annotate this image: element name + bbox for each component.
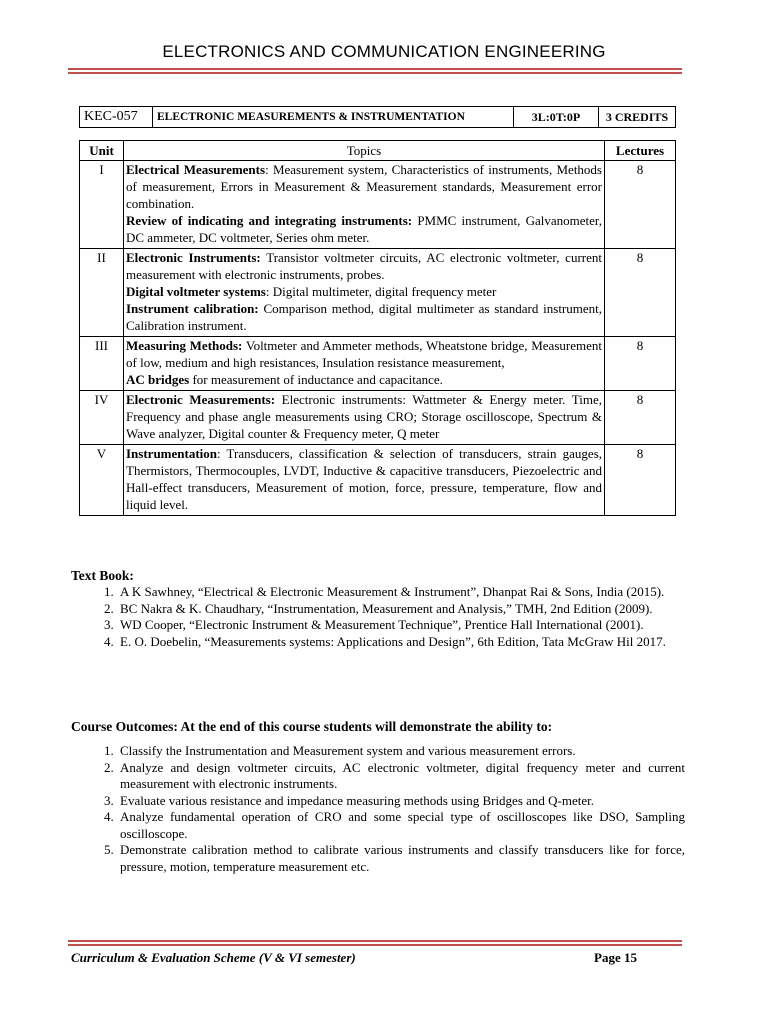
topic-text: Electronic instruments: Wattmeter & Energy meter. Time, Frequency and phase angle measurements using CRO; Storage oscilloscope, Spectrum & Wave analyzer, Digital counter & Frequency meter, Q meter: [126, 392, 603, 441]
topic-paragraph: [126, 371, 602, 388]
outcome-item: 1. Classify the Instrumentation and Measurement system and various measurement errors.: [117, 743, 685, 760]
topic-heading: Electronic Measurements:: [126, 392, 276, 407]
topic-heading: Digital voltmeter systems: [126, 284, 266, 299]
unit-topics: [124, 445, 605, 516]
outcome-item: 2. Analyze and design voltmeter circuits, AC electronic voltmeter, digital frequency meter and current measurement with electronic instruments.: [117, 760, 685, 793]
lecture-count: 8: [605, 445, 676, 516]
lecture-count: 8: [605, 337, 676, 391]
textbook-item: 2. BC Nakra & K. Chaudhary, “Instrumentation, Measurement and Analysis,” TMH, 2nd Edition (2009).: [117, 601, 685, 618]
footer-page-number: Page 15: [594, 950, 637, 965]
topic-paragraph: [126, 283, 602, 300]
topic-paragraph: [126, 249, 602, 283]
topic-heading: Measuring Methods:: [126, 338, 243, 353]
syllabus-row: [80, 445, 676, 516]
topic-text: PMMC instrument, Galvanometer, DC ammeter, DC voltmeter, Series ohm meter.: [126, 213, 602, 245]
footer-rule-bottom: [68, 944, 682, 946]
footer-scheme-label: Curriculum & Evaluation Scheme (V & VI semester): [71, 950, 356, 965]
syllabus-row: [80, 161, 676, 249]
topic-heading: Instrument calibration:: [126, 301, 259, 316]
unit-topics: [124, 391, 605, 445]
course-outcomes-list: [71, 743, 685, 875]
topics-column-header: Topics: [124, 141, 605, 161]
textbook-item: 3. WD Cooper, “Electronic Instrument & Measurement Technique”, Prentice Hall International (2001).: [117, 617, 685, 634]
syllabus-header-row: [80, 141, 676, 161]
topic-text: for measurement of inductance and capacitance.: [189, 372, 443, 387]
course-code: KEC-057: [80, 107, 153, 128]
syllabus-body: [80, 161, 676, 516]
page-header-title: ELECTRONICS AND COMMUNICATION ENGINEERING: [162, 42, 606, 61]
outcome-item: 4. Analyze fundamental operation of CRO and some special type of oscilloscopes like DSO, Sampling oscilloscope.: [117, 809, 685, 842]
topic-text: : Measurement system, Characteristics of instruments, Methods of measurement, Errors in Measurement & Measurement standards, Measurement error combination.: [126, 162, 602, 211]
header-rule-bottom: [68, 72, 682, 74]
syllabus-row: [80, 391, 676, 445]
topic-text: Voltmeter and Ammeter methods, Wheatstone bridge, Measurement of low, medium and high resistances, Insulation resistance measurement,: [126, 338, 602, 370]
syllabus-row: [80, 249, 676, 337]
header-rule-top: [68, 68, 682, 70]
course-info-table: [79, 106, 676, 128]
unit-number: III: [80, 337, 124, 391]
topic-heading: Electrical Measurements: [126, 162, 266, 177]
lecture-count: 8: [605, 391, 676, 445]
unit-number: I: [80, 161, 124, 249]
textbook-item: 4. E. O. Doebelin, “Measurements systems: Applications and Design”, 6th Edition, Tata McGraw Hil 2017.: [117, 634, 685, 651]
topic-text: Transistor voltmeter circuits, AC electronic voltmeter, current measurement with electronic instruments, probes.: [126, 250, 602, 282]
topic-paragraph: [126, 337, 602, 371]
unit-column-header: Unit: [80, 141, 124, 161]
topic-paragraph: [126, 445, 602, 513]
course-info-row: [80, 107, 676, 128]
topic-paragraph: [126, 212, 602, 246]
lectures-column-header: Lectures: [605, 141, 676, 161]
course-ltp: 3L:0T:0P: [514, 107, 599, 128]
syllabus-row: [80, 337, 676, 391]
course-outcomes-heading: Course Outcomes: At the end of this course students will demonstrate the ability to:: [71, 719, 553, 734]
unit-topics: [124, 161, 605, 249]
textbook-list: [71, 584, 685, 650]
textbook-heading: Text Book:: [71, 568, 134, 583]
topic-heading: Electronic Instruments:: [126, 250, 261, 265]
topic-heading: AC bridges: [126, 372, 190, 387]
lecture-count: 8: [605, 161, 676, 249]
topic-text: : Transducers, classification & selection of transducers, strain gauges, Thermistors, Thermocouples, LVDT, Inductive & capacitive transducers, Piezoelectric and Hall-effect transducers, Measurement of motion, force, pressure, temperature, flow and liquid level.: [126, 446, 602, 512]
topic-heading: Instrumentation: [126, 446, 218, 461]
topic-text: : Digital multimeter, digital frequency meter: [265, 284, 497, 299]
unit-number: IV: [80, 391, 124, 445]
syllabus-table: [79, 140, 676, 516]
topic-paragraph: [126, 391, 602, 442]
lecture-count: 8: [605, 249, 676, 337]
topic-text: Comparison method, digital multimeter as standard instrument, Calibration instrument.: [126, 301, 602, 333]
unit-topics: [124, 249, 605, 337]
footer-rule-top: [68, 940, 682, 942]
outcome-item: 5. Demonstrate calibration method to calibrate various instruments and classify transducers like for force, pressure, motion, temperature measurement etc.: [117, 842, 685, 875]
course-credits: 3 CREDITS: [599, 107, 676, 128]
topic-paragraph: [126, 300, 602, 334]
topic-heading: Review of indicating and integrating instruments:: [126, 213, 413, 228]
outcome-item: 3. Evaluate various resistance and impedance measuring methods using Bridges and Q-meter.: [117, 793, 685, 810]
unit-topics: [124, 337, 605, 391]
unit-number: V: [80, 445, 124, 516]
unit-number: II: [80, 249, 124, 337]
course-title: ELECTRONIC MEASUREMENTS & INSTRUMENTATION: [153, 107, 514, 128]
topic-paragraph: [126, 161, 602, 212]
textbook-item: 1. A K Sawhney, “Electrical & Electronic Measurement & Instrument”, Dhanpat Rai & Sons, India (2015).: [117, 584, 685, 601]
